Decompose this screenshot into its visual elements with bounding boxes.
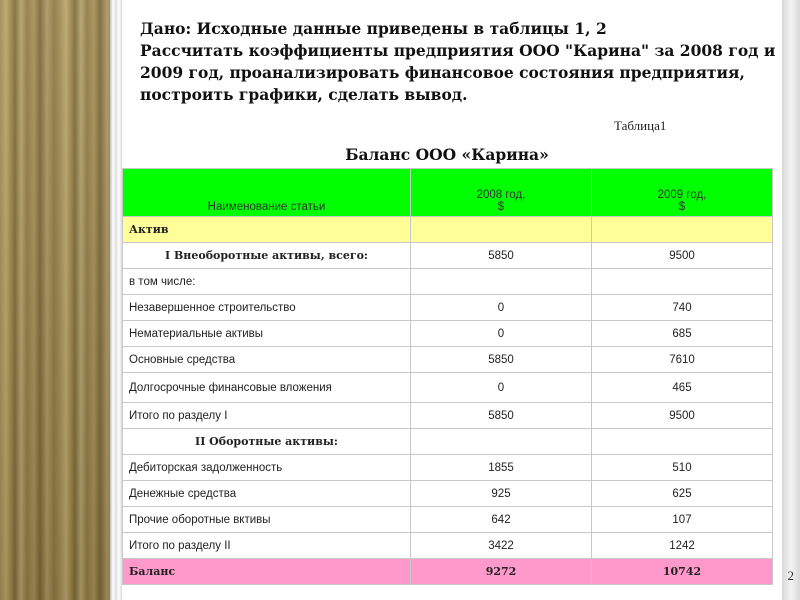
row-value-2008: 3422 <box>411 533 592 559</box>
decorative-right-band <box>782 0 800 600</box>
table-row <box>123 507 773 533</box>
row-value-2009 <box>592 269 773 295</box>
row-label: Прочие оборотные вктивы <box>123 507 411 533</box>
row-label: в том числе: <box>123 269 411 295</box>
header-2009-unit: $ <box>678 201 686 213</box>
row-value-2009 <box>592 217 773 243</box>
table-row <box>123 403 773 429</box>
row-value-2008 <box>411 269 592 295</box>
row-value-2008: 1855 <box>411 455 592 481</box>
row-value-2009: 465 <box>592 373 773 403</box>
row-value-2009: 740 <box>592 295 773 321</box>
row-label: Итого по разделу I <box>123 403 411 429</box>
table-row <box>123 455 773 481</box>
row-label: Основные средства <box>123 347 411 373</box>
row-value-2009: 10742 <box>592 559 773 585</box>
row-label: Незавершенное строительство <box>123 295 411 321</box>
row-label: Баланс <box>123 559 411 585</box>
row-value-2009: 625 <box>592 481 773 507</box>
slide-heading <box>140 18 780 106</box>
row-value-2009: 510 <box>592 455 773 481</box>
balance-table <box>122 168 773 585</box>
table-row <box>123 217 773 243</box>
row-value-2008: 925 <box>411 481 592 507</box>
row-value-2009: 1242 <box>592 533 773 559</box>
row-label: Долгосрочные финансовые вложения <box>123 373 411 403</box>
row-value-2008 <box>411 217 592 243</box>
table-row <box>123 269 773 295</box>
header-2008-unit: $ <box>497 201 505 213</box>
table-row <box>123 243 773 269</box>
header-2009 <box>592 169 773 217</box>
row-value-2008: 5850 <box>411 403 592 429</box>
decorative-left-band <box>0 0 110 600</box>
table-row <box>123 429 773 455</box>
header-2008-year: 2008 год, <box>476 189 526 201</box>
table-number-label: Таблица1 <box>614 118 667 133</box>
row-value-2008: 0 <box>411 321 592 347</box>
row-value-2008: 0 <box>411 295 592 321</box>
table-title: Баланс ООО «Карина» <box>345 145 549 164</box>
row-label: II Оборотные активы: <box>123 429 411 455</box>
row-value-2008: 9272 <box>411 559 592 585</box>
row-label: Актив <box>123 217 411 243</box>
header-item-name-text: Наименование статьи <box>207 201 326 213</box>
row-value-2008: 5850 <box>411 243 592 269</box>
row-value-2008 <box>411 429 592 455</box>
header-item-name <box>123 169 411 217</box>
heading-line-given: Дано: Исходные данные приведены в таблицы 1, 2 <box>140 19 607 38</box>
table-row <box>123 295 773 321</box>
row-label: Нематериальные активы <box>123 321 411 347</box>
row-label: Итого по разделу II <box>123 533 411 559</box>
table-row <box>123 373 773 403</box>
header-2008 <box>411 169 592 217</box>
page-number: 2 <box>787 568 794 583</box>
table-row-total <box>123 559 773 585</box>
row-label: I Внеоборотные активы, всего: <box>123 243 411 269</box>
row-label: Денежные средства <box>123 481 411 507</box>
table-row <box>123 481 773 507</box>
heading-line-task: Рассчитать коэффициенты предприятия ООО "Карина" за 2008 год и 2009 год, проанализировать финансовое состояния предприятия, построить графики, сделать вывод. <box>140 41 776 104</box>
header-2009-year: 2009 год, <box>657 189 707 201</box>
row-value-2009 <box>592 429 773 455</box>
table-header-row <box>123 169 773 217</box>
row-value-2009: 9500 <box>592 403 773 429</box>
row-value-2009: 9500 <box>592 243 773 269</box>
row-value-2008: 0 <box>411 373 592 403</box>
row-value-2008: 5850 <box>411 347 592 373</box>
table-row <box>123 321 773 347</box>
row-value-2009: 107 <box>592 507 773 533</box>
table-row <box>123 533 773 559</box>
row-value-2009: 7610 <box>592 347 773 373</box>
row-value-2009: 685 <box>592 321 773 347</box>
table-row <box>123 347 773 373</box>
row-value-2008: 642 <box>411 507 592 533</box>
decorative-divider <box>110 0 122 600</box>
row-label: Дебиторская задолженность <box>123 455 411 481</box>
